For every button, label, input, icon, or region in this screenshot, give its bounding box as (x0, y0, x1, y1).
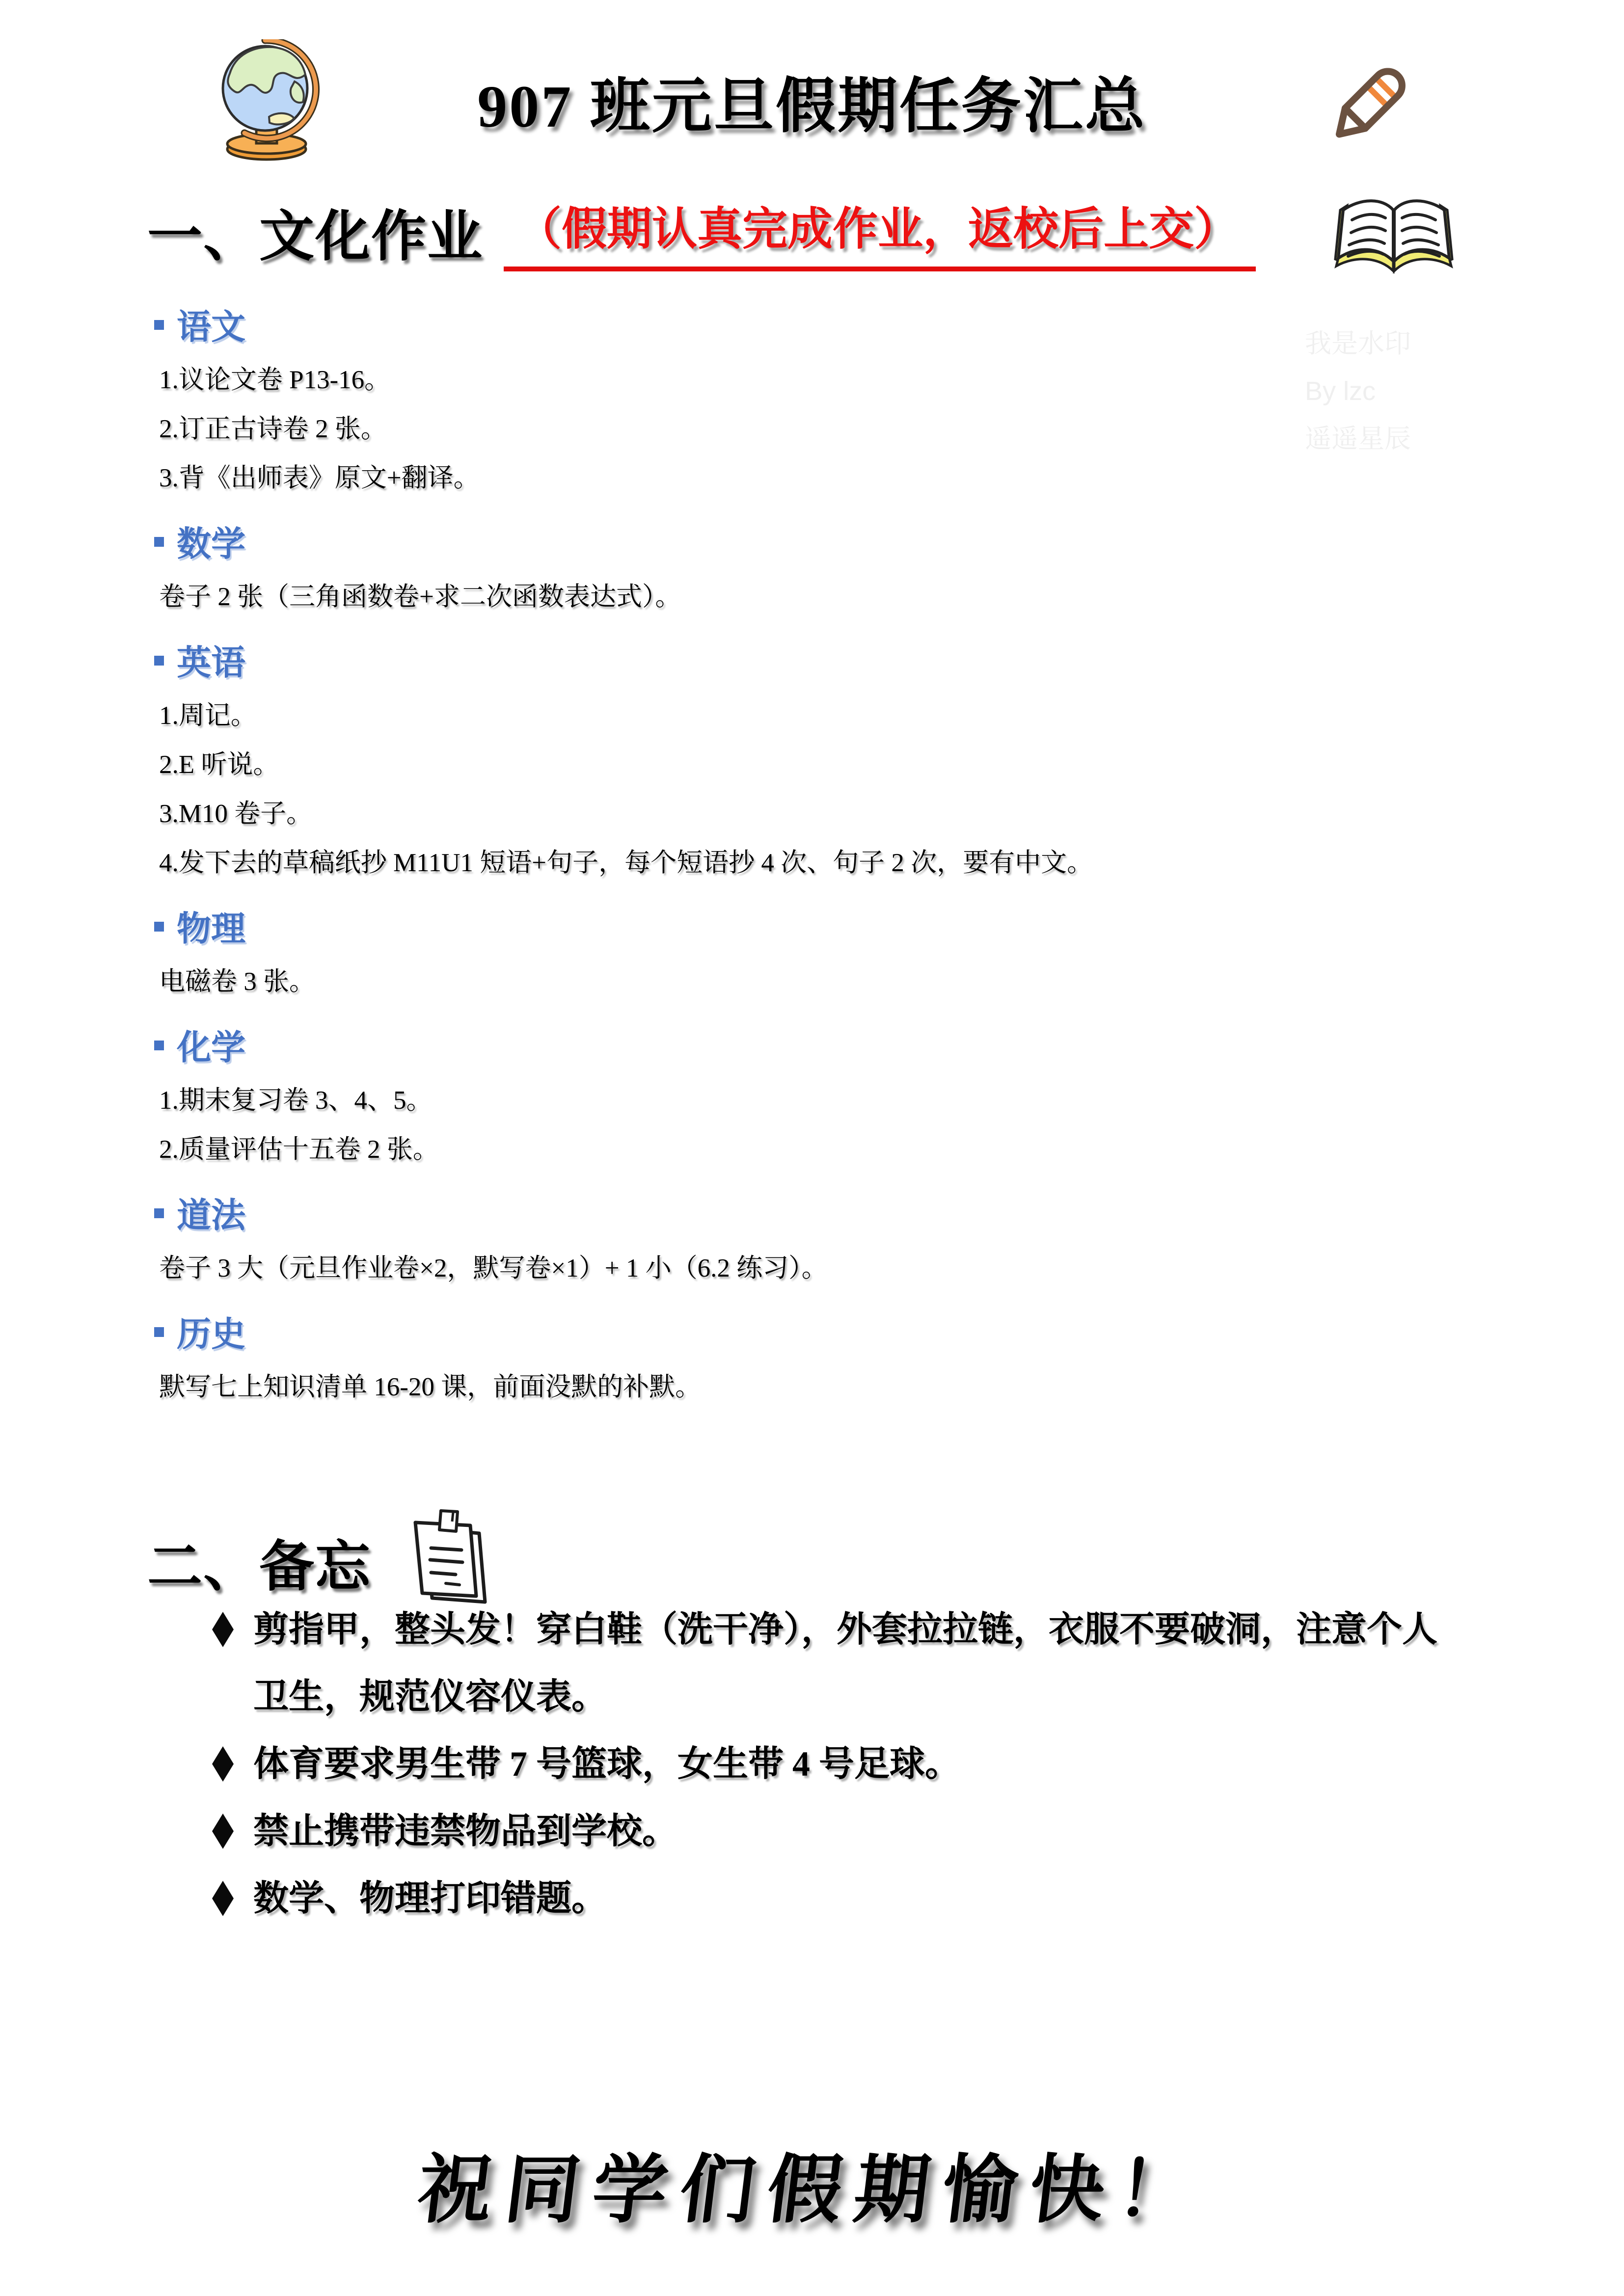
memo-text: 剪指甲，整头发！穿白鞋（洗干净），外套拉拉链，衣服不要破洞，注意个人卫生，规范仪容仪表。 (253, 1610, 1438, 1716)
memo-list (212, 1596, 1439, 1932)
subject-heading (153, 1026, 1616, 1069)
watermark-line: 遥遥星辰 (1305, 424, 1411, 454)
subject-title: 物理 (177, 909, 245, 948)
subject-task: 2.E 听说。 (159, 750, 279, 779)
memo-item (212, 1596, 1439, 1731)
subject-task: 1.期末复习卷 3、4、5。 (159, 1086, 433, 1115)
memo-item (212, 1798, 1439, 1865)
blue-square-bullet-icon (154, 320, 164, 330)
blue-square-bullet-icon (154, 922, 164, 932)
memo-text: 数学、物理打印错题。 (253, 1879, 607, 1918)
blue-square-bullet-icon (154, 1208, 164, 1218)
memo-item (212, 1731, 1439, 1798)
section1-header (147, 192, 1256, 271)
blue-square-bullet-icon (154, 1327, 164, 1337)
subject-heading (153, 522, 1616, 565)
subject-block (153, 305, 1616, 503)
page-title: 907 班元旦假期任务汇总 (477, 74, 1147, 140)
diamond-bullet-icon (212, 1746, 234, 1782)
watermark-line: By lzc (1305, 376, 1376, 406)
footer-greeting: 祝同学们假期愉快！ (412, 2149, 1210, 2232)
subject-task: 1.议论文卷 P13-16。 (159, 366, 391, 394)
diamond-bullet-icon (212, 1814, 234, 1849)
subject-task: 卷子 3 大（元旦作业卷×2，默写卷×1）+ 1 小（6.2 练习）。 (159, 1254, 828, 1282)
memo-text: 禁止携带违禁物品到学校。 (253, 1812, 678, 1851)
subject-title: 历史 (177, 1315, 245, 1353)
subject-title: 英语 (177, 643, 245, 682)
subject-task: 默写七上知识清单 16-20 课，前面没默的补默。 (159, 1373, 702, 1401)
subject-task: 4.发下去的草稿纸抄 M11U1 短语+句子，每个短语抄 4 次、句子 2 次，要有中文。 (159, 849, 1093, 877)
subject-list (153, 305, 1616, 1431)
subject-block (153, 1312, 1616, 1412)
subject-title: 道法 (177, 1196, 245, 1234)
subject-heading (153, 1194, 1616, 1237)
blue-square-bullet-icon (154, 537, 164, 547)
subject-block (153, 1026, 1616, 1174)
open-book-icon (1330, 189, 1457, 278)
subject-heading (153, 305, 1616, 348)
subject-task: 电磁卷 3 张。 (159, 967, 315, 996)
notepad-icon (401, 1507, 494, 1607)
subject-title: 数学 (177, 525, 245, 563)
section2-title: 二、备忘 (147, 1537, 371, 1598)
diamond-bullet-icon (212, 1612, 234, 1647)
subject-task: 2.订正古诗卷 2 张。 (159, 415, 387, 443)
memo-text: 体育要求男生带 7 号篮球，女生带 4 号足球。 (253, 1744, 961, 1784)
memo-item (212, 1865, 1439, 1932)
subject-task: 卷子 2 张（三角函数卷+求二次函数表达式）。 (159, 583, 681, 611)
pencil-icon (1315, 49, 1423, 160)
subject-title: 化学 (177, 1028, 245, 1067)
subject-heading (153, 1312, 1616, 1356)
diamond-bullet-icon (212, 1881, 234, 1916)
subject-block (153, 907, 1616, 1006)
subject-task: 3.M10 卷子。 (159, 800, 313, 828)
subject-task: 2.质量评估十五卷 2 张。 (159, 1135, 439, 1164)
subject-heading (153, 641, 1616, 684)
subject-heading (153, 907, 1616, 950)
blue-square-bullet-icon (154, 656, 164, 666)
subject-task: 3.背《出师表》原文+翻译。 (159, 464, 480, 492)
subject-block (153, 1194, 1616, 1293)
subject-title: 语文 (177, 308, 245, 346)
subject-block (153, 641, 1616, 887)
watermark-line: 我是水印 (1305, 329, 1411, 358)
subject-block (153, 522, 1616, 621)
section2-header (147, 1517, 494, 1607)
section1-note: （假期认真完成作业，返校后上交） (504, 193, 1256, 271)
subject-task: 1.周记。 (159, 701, 257, 730)
section1-title: 一、文化作业 (147, 207, 483, 267)
blue-square-bullet-icon (154, 1041, 164, 1050)
